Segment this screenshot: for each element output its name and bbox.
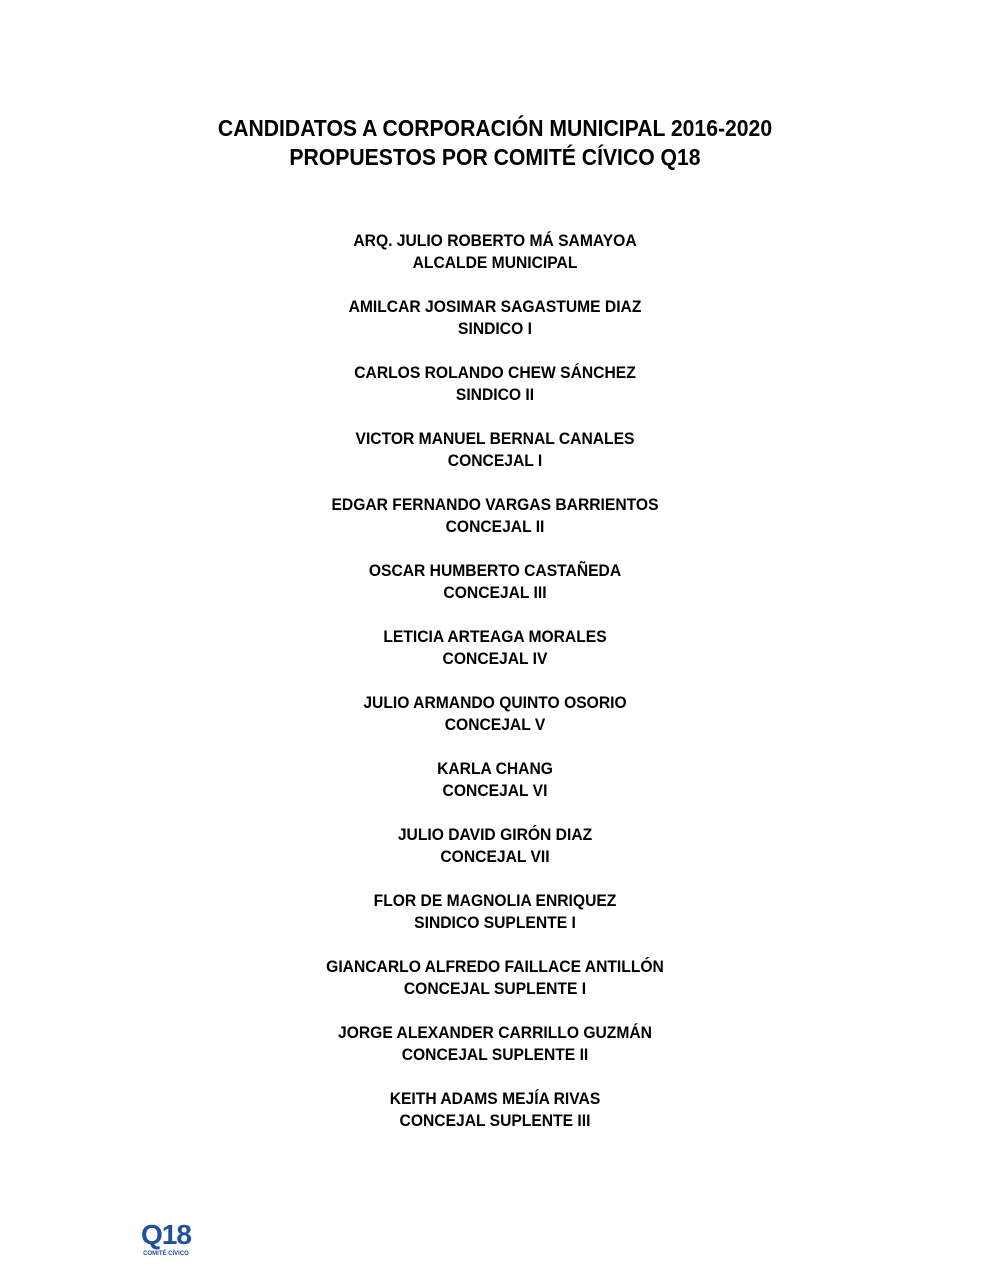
candidate-role: CONCEJAL V bbox=[444, 715, 546, 734]
candidate-role: CONCEJAL II bbox=[445, 517, 545, 536]
candidate-entry bbox=[40, 296, 951, 362]
candidate-role: CONCEJAL I bbox=[447, 451, 543, 470]
candidate-role: CONCEJAL SUPLENTE II bbox=[401, 1045, 589, 1064]
candidate-name: JULIO DAVID GIRÓN DIAZ bbox=[397, 825, 593, 844]
title-line-2: PROPUESTOS POR COMITÉ CÍVICO Q18 bbox=[289, 144, 701, 170]
candidate-name: KEITH ADAMS MEJÍA RIVAS bbox=[389, 1089, 601, 1108]
candidate-name: AMILCAR JOSIMAR SAGASTUME DIAZ bbox=[348, 297, 642, 316]
candidate-role: CONCEJAL VI bbox=[442, 781, 548, 800]
candidate-name: OSCAR HUMBERTO CASTAÑEDA bbox=[368, 561, 622, 580]
candidate-name: LETICIA ARTEAGA MORALES bbox=[383, 627, 607, 646]
candidate-name: EDGAR FERNANDO VARGAS BARRIENTOS bbox=[331, 495, 659, 514]
candidate-name: VICTOR MANUEL BERNAL CANALES bbox=[355, 429, 635, 448]
candidate-role: CONCEJAL IV bbox=[442, 649, 548, 668]
candidate-role: CONCEJAL SUPLENTE I bbox=[403, 979, 587, 998]
candidate-role: CONCEJAL VII bbox=[440, 847, 550, 866]
title-line-1: CANDIDATOS A CORPORACIÓN MUNICIPAL 2016-2020 bbox=[217, 115, 773, 141]
candidate-name: JULIO ARMANDO QUINTO OSORIO bbox=[363, 693, 627, 712]
logo-text: COMITÉ CÍVICO bbox=[143, 1251, 189, 1257]
candidate-role: SINDICO I bbox=[458, 319, 532, 338]
candidate-role: SINDICO SUPLENTE I bbox=[414, 913, 576, 932]
candidate-entry bbox=[40, 824, 951, 890]
candidate-entry bbox=[40, 428, 951, 494]
candidate-entry bbox=[40, 956, 951, 1022]
candidate-name: GIANCARLO ALFREDO FAILLACE ANTILLÓN bbox=[326, 957, 664, 976]
candidate-role: CONCEJAL SUPLENTE III bbox=[399, 1111, 591, 1130]
candidate-entry bbox=[40, 362, 951, 428]
candidate-entry bbox=[40, 758, 951, 824]
candidate-name: CARLOS ROLANDO CHEW SÁNCHEZ bbox=[354, 363, 636, 382]
logo-mark: Q18 bbox=[141, 1219, 191, 1250]
candidate-role: SINDICO II bbox=[455, 385, 535, 404]
candidate-entry bbox=[40, 1022, 951, 1088]
candidate-entry bbox=[40, 230, 951, 296]
candidate-role: CONCEJAL III bbox=[443, 583, 547, 602]
candidate-entry bbox=[40, 626, 951, 692]
candidate-name: FLOR DE MAGNOLIA ENRIQUEZ bbox=[373, 891, 617, 910]
candidate-name: ARQ. JULIO ROBERTO MÁ SAMAYOA bbox=[353, 231, 637, 250]
candidate-entry bbox=[40, 1088, 951, 1154]
candidate-entry bbox=[40, 692, 951, 758]
candidate-entry bbox=[40, 890, 951, 956]
q18-logo bbox=[140, 1220, 192, 1268]
document-title bbox=[40, 114, 951, 172]
candidate-name: JORGE ALEXANDER CARRILLO GUZMÁN bbox=[338, 1023, 652, 1042]
candidate-entry bbox=[40, 560, 951, 626]
candidate-name: KARLA CHANG bbox=[437, 759, 553, 778]
candidate-role: ALCALDE MUNICIPAL bbox=[412, 253, 578, 272]
candidate-entry bbox=[40, 494, 951, 560]
candidate-list bbox=[0, 230, 990, 1154]
